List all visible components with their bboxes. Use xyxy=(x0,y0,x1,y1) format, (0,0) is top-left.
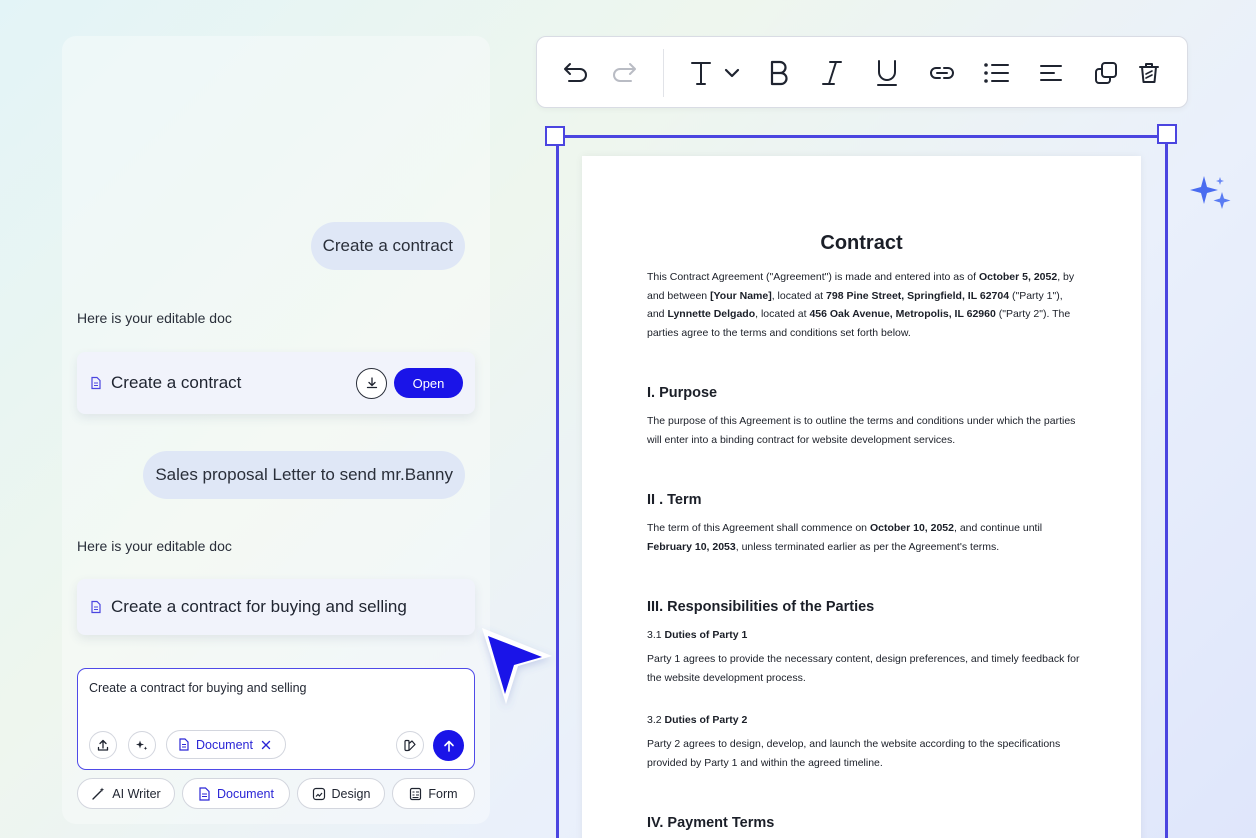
resize-handle-top-right[interactable] xyxy=(1157,124,1177,144)
section-heading-payment: IV. Payment Terms xyxy=(647,815,775,831)
link-icon xyxy=(929,65,955,81)
open-button[interactable]: Open xyxy=(394,368,463,398)
duplicate-icon xyxy=(1094,61,1118,85)
party-2-duties-paragraph: Party 2 agrees to design, develop, and launch the website according to the specifications provided by Party 1 and within the agreed timeline. xyxy=(647,738,1061,769)
duplicate-button[interactable] xyxy=(1092,57,1120,89)
bold-icon xyxy=(768,60,790,86)
doc-card-title: Create a contract for buying and selling xyxy=(111,597,407,616)
user-message xyxy=(143,451,465,499)
party-1-duties-paragraph: Party 1 agrees to provide the necessary content, design preferences, and timely feedback for the website development process. xyxy=(647,653,1080,684)
tool-label: Design xyxy=(331,786,371,801)
document-chip[interactable] xyxy=(166,730,286,759)
pointer-cursor-icon xyxy=(476,624,556,714)
text-style-button[interactable] xyxy=(687,57,747,89)
assistant-message: Here is your editable doc xyxy=(77,310,232,326)
term-paragraph: The term of this Agreement shall commence on October 10, 2052, and continue until February 10, 2053, unless terminated earlier as per the Agreement's terms. xyxy=(647,522,1043,553)
bullet-list-button[interactable] xyxy=(981,57,1011,89)
assistant-message: Here is your editable doc xyxy=(77,538,232,554)
toolbar-divider xyxy=(663,49,664,97)
tool-label: AI Writer xyxy=(112,786,161,801)
tool-form[interactable] xyxy=(392,778,475,809)
document-icon xyxy=(89,600,103,614)
italic-button[interactable] xyxy=(818,57,846,89)
send-button[interactable] xyxy=(433,730,464,761)
underline-button[interactable] xyxy=(873,57,901,89)
tool-label: Form xyxy=(428,786,458,801)
composer xyxy=(77,668,475,770)
form-icon xyxy=(409,787,422,801)
section-heading-purpose: I. Purpose xyxy=(647,385,718,401)
undo-icon xyxy=(562,62,590,84)
section-heading-term: II . Term xyxy=(647,492,702,508)
document-chip-label: Document xyxy=(196,737,253,752)
subsection-title-party-2: 3.2 Duties of Party 2 xyxy=(647,714,748,726)
tool-design[interactable] xyxy=(297,778,385,809)
document-page[interactable] xyxy=(582,156,1141,838)
align-left-icon xyxy=(1039,63,1063,83)
document-icon xyxy=(198,787,211,801)
user-message xyxy=(311,222,465,270)
download-button[interactable] xyxy=(356,368,387,399)
sparkle-icon xyxy=(1190,176,1236,214)
user-message-text: Sales proposal Letter to send mr.Banny xyxy=(155,465,453,484)
arrow-up-icon xyxy=(442,739,456,753)
text-style-icon xyxy=(688,59,746,87)
design-icon xyxy=(312,787,326,801)
user-message-text: Create a contract xyxy=(322,236,453,255)
italic-icon xyxy=(821,60,843,86)
intro-paragraph: This Contract Agreement ("Agreement") is made and entered into as of October 5, 2052, by and between [Your Name], located at 798 Pine Street, Springfield, IL 62704 ("Party 1"), and Lynnette Delgado, located at 456 Oak Avenue, Metropolis, IL 62960 ("Party 2"). The parties agree to the terms and conditions set forth below. xyxy=(647,271,1075,339)
document-title: Contract xyxy=(820,232,903,254)
bold-button[interactable] xyxy=(765,57,793,89)
delete-icon xyxy=(1138,61,1160,85)
enhance-button[interactable] xyxy=(128,731,156,759)
document-icon xyxy=(178,738,190,751)
chat-panel xyxy=(62,36,490,824)
doc-card-contract[interactable] xyxy=(77,352,475,414)
redo-button[interactable] xyxy=(607,57,641,89)
sparkle-icon xyxy=(135,738,149,752)
tool-ai-writer[interactable] xyxy=(77,778,175,809)
purpose-paragraph: The purpose of this Agreement is to outline the terms and conditions under which the parties will enter into a binding contract for website development services. xyxy=(647,415,1076,446)
doc-card-buying-selling[interactable] xyxy=(77,579,475,635)
document-icon xyxy=(89,376,103,390)
style-button[interactable] xyxy=(396,731,424,759)
align-button[interactable] xyxy=(1037,57,1065,89)
download-icon xyxy=(365,376,379,390)
bullet-list-icon xyxy=(983,62,1009,84)
redo-icon xyxy=(610,62,638,84)
prompt-input[interactable] xyxy=(89,681,459,695)
undo-button[interactable] xyxy=(559,57,593,89)
palette-icon xyxy=(403,738,418,753)
editor-toolbar xyxy=(536,36,1188,108)
doc-card-title: Create a contract xyxy=(111,373,242,392)
resize-handle-top-left[interactable] xyxy=(545,126,565,146)
tool-document[interactable] xyxy=(182,778,290,809)
section-heading-responsibilities: III. Responsibilities of the Parties xyxy=(647,599,875,615)
underline-icon xyxy=(876,59,898,87)
link-button[interactable] xyxy=(927,57,957,89)
upload-button[interactable] xyxy=(89,731,117,759)
upload-icon xyxy=(96,738,110,752)
magic-pen-icon xyxy=(91,786,106,801)
delete-button[interactable] xyxy=(1135,57,1163,89)
close-icon[interactable] xyxy=(261,740,271,750)
tool-label: Document xyxy=(217,786,274,801)
subsection-title-party-1: 3.1 Duties of Party 1 xyxy=(647,629,748,641)
